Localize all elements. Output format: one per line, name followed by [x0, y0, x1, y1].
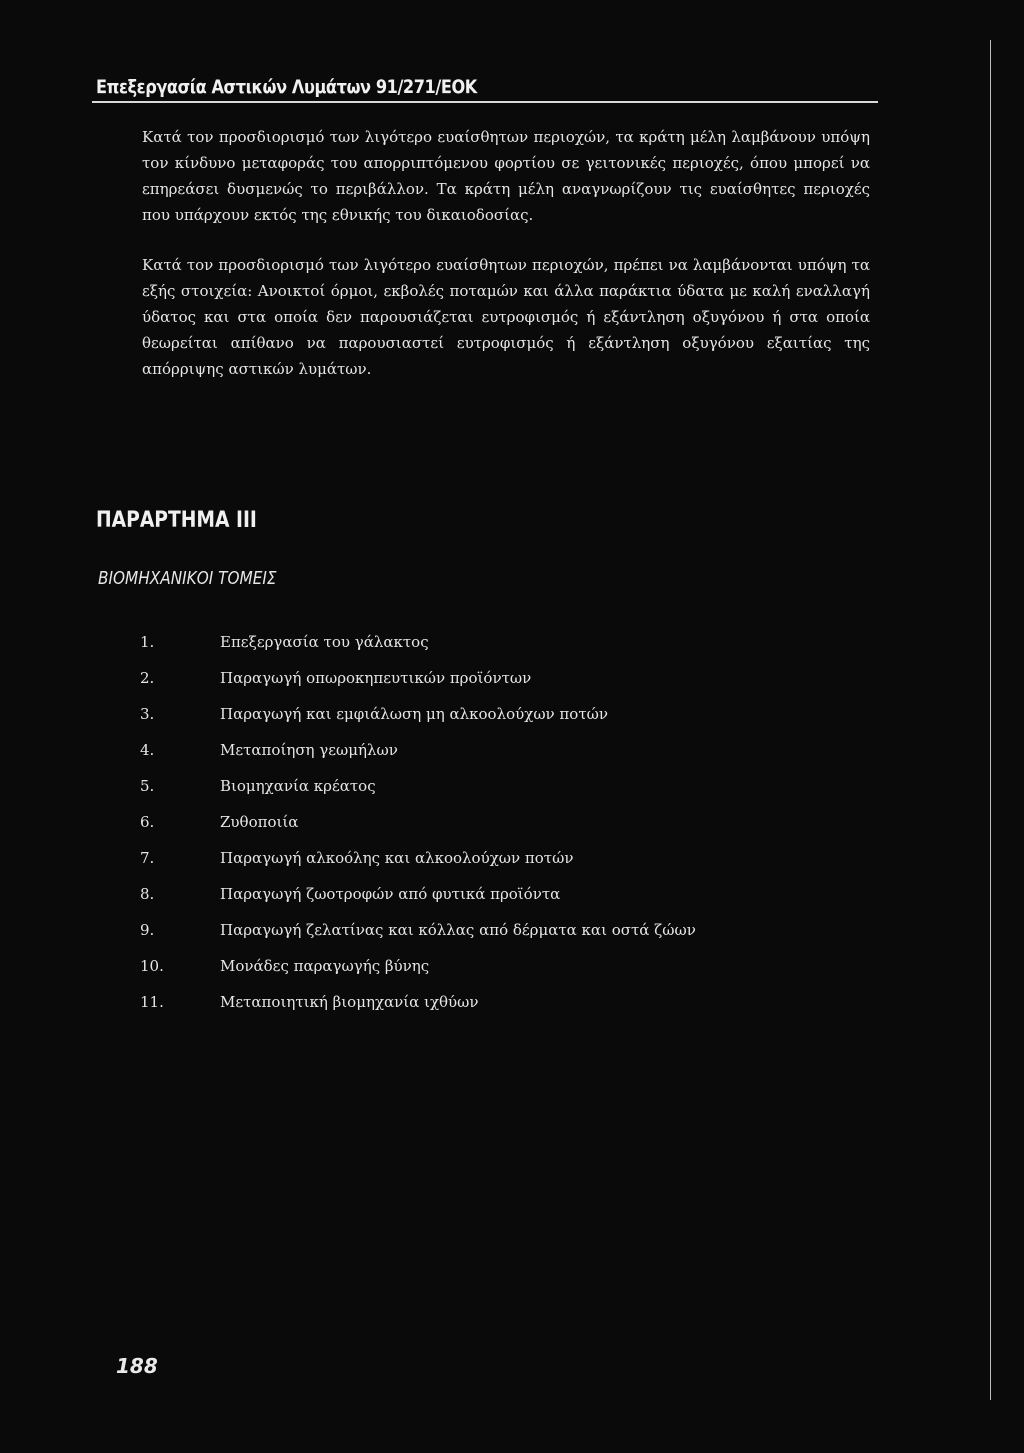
list-item	[140, 696, 840, 732]
item-text: Παραγωγή ζωοτροφών από φυτικά προϊόντα	[220, 885, 561, 903]
list-item	[140, 804, 840, 840]
item-text: Ζυθοποιία	[220, 813, 299, 831]
item-text: Επεξεργασία του γάλακτος	[220, 633, 429, 651]
item-text: Παραγωγή ζελατίνας και κόλλας από δέρματα και οστά ζώων	[220, 921, 696, 939]
running-header: Επεξεργασία Αστικών Λυμάτων 91/271/ΕΟΚ	[96, 76, 477, 98]
annex-title: ΠΑΡΑΡΤΗΜΑ III	[96, 508, 257, 533]
item-number: 10.	[140, 957, 164, 975]
item-text: Μεταποίηση γεωμήλων	[220, 741, 398, 759]
industrial-sectors-list	[140, 624, 840, 1020]
paragraph-2: Κατά τον προσδιορισμό των λιγότερο ευαίσθητων περιοχών, πρέπει να λαμβάνονται υπόψη τα εξής στοιχεία: Ανοικτοί όρμοι, εκβολές ποταμών και άλλα παράκτια ύδατα με καλή εναλλαγή ύδατος και στα οποία δεν παρουσιάζεται ευτροφισμός ή εξάντληση οξυγόνου ή στα οποία θεωρείται απίθανο να παρουσιαστεί ευτροφισμός ή εξάντληση οξυγόνου εξαιτίας της απόρριψης αστικών λυμάτων.	[142, 256, 870, 378]
list-item	[140, 732, 840, 768]
item-number: 9.	[140, 921, 155, 939]
item-number: 2.	[140, 669, 155, 687]
list-item	[140, 660, 840, 696]
list-item	[140, 624, 840, 660]
item-number: 7.	[140, 849, 155, 867]
item-text: Παραγωγή αλκοόλης και αλκοολούχων ποτών	[220, 849, 574, 867]
header-rule	[92, 101, 878, 103]
item-text: Παραγωγή οπωροκηπευτικών προϊόντων	[220, 669, 532, 687]
item-number: 4.	[140, 741, 155, 759]
paragraph-1: Κατά τον προσδιορισμό των λιγότερο ευαίσθητων περιοχών, τα κράτη μέλη λαμβάνουν υπόψη τον κίνδυνο μεταφοράς του απορριπτόμενου φορτίου σε γειτονικές περιοχές, όπου μπορεί να επηρεάσει δυσμενώς το περιβάλλον. Τα κράτη μέλη αναγνωρίζουν τις ευαίσθητες περιοχές που υπάρχουν εκτός της εθνικής του δικαιοδοσίας.	[142, 128, 870, 224]
item-number: 6.	[140, 813, 155, 831]
list-item	[140, 768, 840, 804]
annex-subtitle: ΒΙΟΜΗΧΑΝΙΚΟΙ ΤΟΜΕΙΣ	[98, 568, 277, 589]
list-item	[140, 876, 840, 912]
item-text: Μονάδες παραγωγής βύνης	[220, 957, 430, 975]
item-number: 5.	[140, 777, 155, 795]
item-number: 8.	[140, 885, 155, 903]
item-text: Βιομηχανία κρέατος	[220, 777, 376, 795]
list-item	[140, 984, 840, 1020]
item-number: 11.	[140, 993, 164, 1011]
list-item	[140, 912, 840, 948]
list-item	[140, 840, 840, 876]
item-text: Παραγωγή και εμφιάλωση μη αλκοολούχων ποτών	[220, 705, 608, 723]
item-number: 3.	[140, 705, 155, 723]
item-number: 1.	[140, 633, 155, 651]
list-item	[140, 948, 840, 984]
page-number: 188	[116, 1354, 158, 1378]
margin-rule	[990, 40, 991, 1400]
item-text: Μεταποιητική βιομηχανία ιχθύων	[220, 993, 479, 1011]
